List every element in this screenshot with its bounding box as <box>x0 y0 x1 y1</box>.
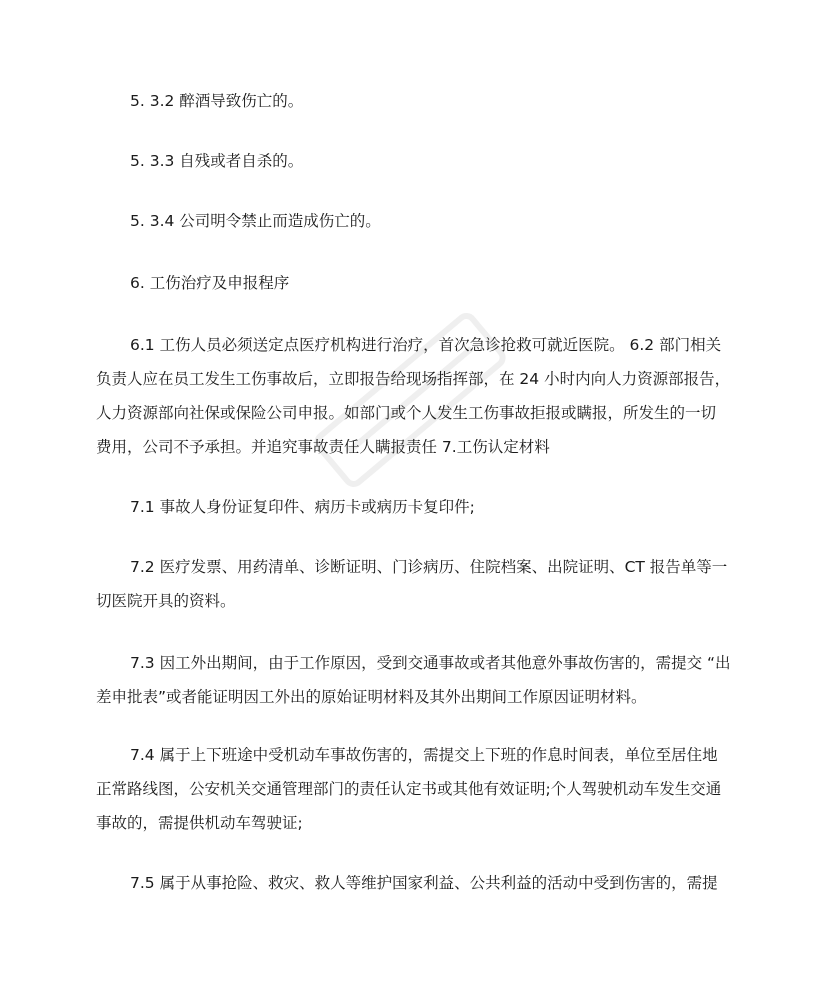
text-line: 切医院开具的资料。 <box>96 592 236 610</box>
text-line: 人力资源部向社保或保险公司申报。如部门或个人发生工伤事故拒报或瞒报，所发生的一切 <box>96 404 717 422</box>
paragraph-5-3-3 <box>96 144 736 178</box>
paragraph-6-1 <box>96 328 736 464</box>
text-line: 5. 3.3 自残或者自杀的。 <box>130 152 304 170</box>
text-line: 7.4 属于上下班途中受机动车事故伤害的，需提交上下班的作息时间表，单位至居住地 <box>130 746 718 764</box>
paragraph-7-3 <box>96 646 736 714</box>
text-line: 事故的，需提供机动车驾驶证; <box>96 814 303 832</box>
text-line: 负责人应在员工发生工伤事故后，立即报告给现场指挥部，在 24 小时内向人力资源部报告， <box>96 370 731 388</box>
section-heading-6 <box>96 266 736 300</box>
text-line: 7.3 因工外出期间，由于工作原因，受到交通事故或者其他意外事故伤害的，需提交 “出 <box>130 654 731 672</box>
text-line: 5. 3.2 醉酒导致伤亡的。 <box>130 92 304 110</box>
paragraph-5-3-2 <box>96 84 736 118</box>
text-line: 6.1 工伤人员必须送定点医疗机构进行治疗，首次急诊抢救可就近医院。 6.2 部门相关 <box>130 336 722 354</box>
text-line: 差申批表”或者能证明因工外出的原始证明材料及其外出期间工作原因证明材料。 <box>96 688 647 706</box>
paragraph-7-1 <box>96 490 736 524</box>
text-line: 5. 3.4 公司明令禁止而造成伤亡的。 <box>130 212 381 230</box>
text-line: 6. 工伤治疗及申报程序 <box>130 274 290 292</box>
text-line: 7.2 医疗发票、用药清单、诊断证明、门诊病历、住院档案、出院证明、CT 报告单等一 <box>130 558 728 576</box>
paragraph-7-2 <box>96 550 736 618</box>
text-line: 费用，公司不予承担。并追究事故责任人瞒报责任 7.工伤认定材料 <box>96 438 550 456</box>
text-line: 7.5 属于从事抢险、救灾、救人等维护国家利益、公共利益的活动中受到伤害的，需提 <box>130 874 718 892</box>
paragraph-5-3-4 <box>96 204 736 238</box>
paragraph-7-5 <box>96 866 736 900</box>
paragraph-7-4 <box>96 738 736 840</box>
text-line: 正常路线图，公安机关交通管理部门的责任认定书或其他有效证明;个人驾驶机动车发生交通 <box>96 780 722 798</box>
text-line: 7.1 事故人身份证复印件、病历卡或病历卡复印件; <box>130 498 475 516</box>
